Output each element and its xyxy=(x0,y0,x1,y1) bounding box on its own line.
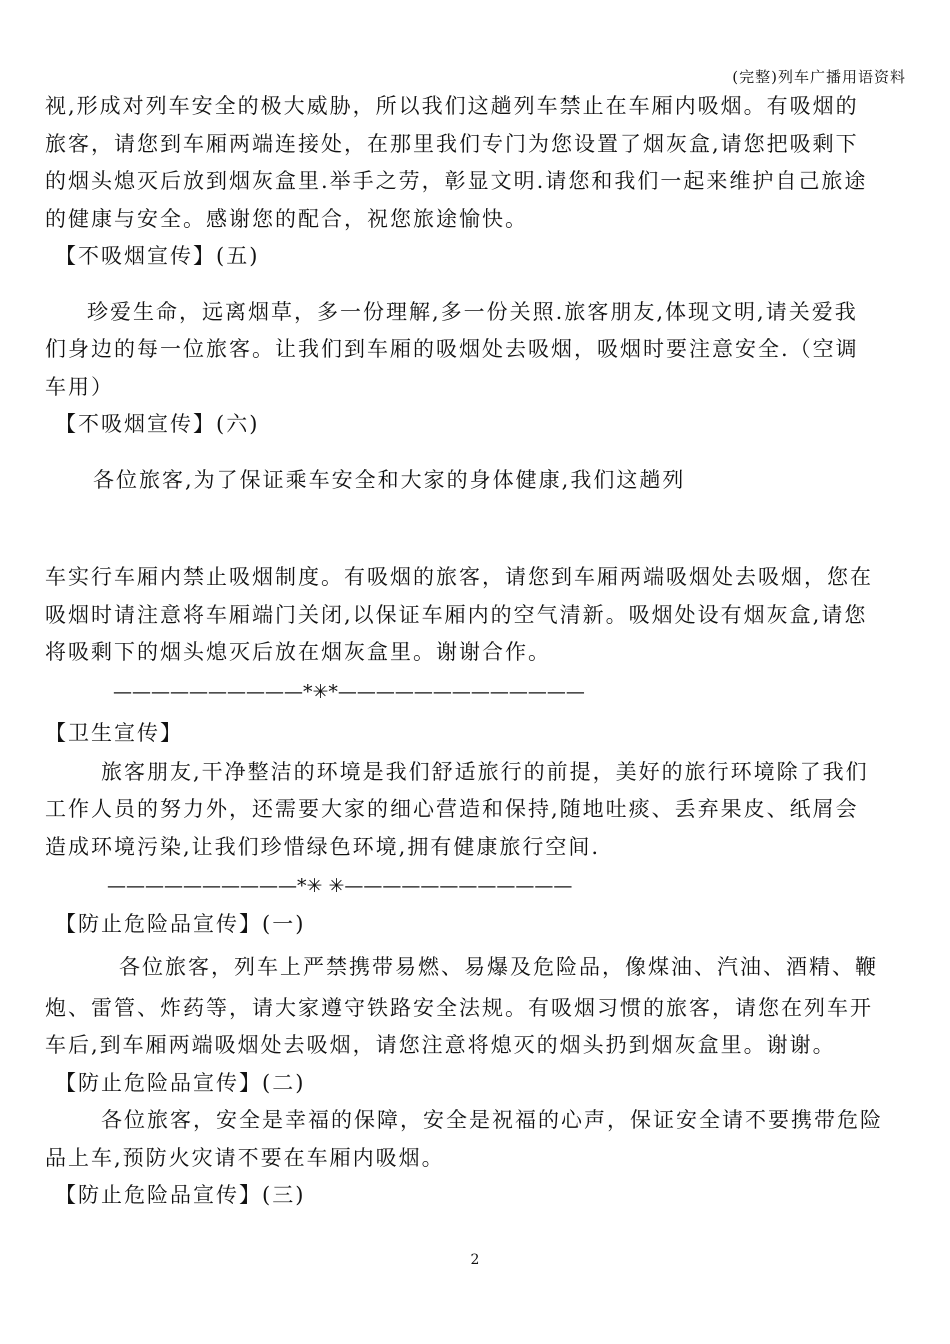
paragraph-line: 的烟头熄灭后放到烟灰盒里.举手之劳，彰显文明.请您和我们一起来维护自己旅途 xyxy=(45,169,868,193)
section-heading: 【不吸烟宣传】(五) xyxy=(55,244,260,268)
separator-line: ——————————*✳*————————————— xyxy=(113,680,585,703)
paragraph-line: 将吸剩下的烟头熄灭后放在烟灰盒里。谢谢合作。 xyxy=(45,640,551,664)
section-heading: 【卫生宣传】 xyxy=(45,720,183,745)
paragraph-line: 工作人员的努力外，还需要大家的细心营造和保持,随地吐痰、丢弃果皮、纸屑会 xyxy=(45,797,859,821)
section-heading: 【防止危险品宣传】(一) xyxy=(55,912,306,936)
paragraph-line: 品上车,预防火灾请不要在车厢内吸烟。 xyxy=(45,1145,445,1170)
paragraph-line: 们身边的每一位旅客。让我们到车厢的吸烟处去吸烟，吸烟时要注意安全.（空调 xyxy=(45,337,859,361)
paragraph-line: 车实行车厢内禁止吸烟制度。有吸烟的旅客，请您到车厢两端吸烟处去吸烟，您在 xyxy=(45,565,873,589)
paragraph-line: 珍爱生命，远离烟草，多一份理解,多一份关照.旅客朋友,体现文明,请关爱我 xyxy=(87,299,858,324)
paragraph-line: 车后,到车厢两端吸烟处去吸烟，请您注意将熄灭的烟头扔到烟灰盒里。谢谢。 xyxy=(45,1033,836,1057)
document-body xyxy=(45,88,907,1215)
separator-line: ——————————*✳ ✳———————————— xyxy=(107,875,573,897)
section-heading: 【防止危险品宣传】(二) xyxy=(55,1070,306,1095)
paragraph-line: 炮、雷管、炸药等，请大家遵守铁路安全法规。有吸烟习惯的旅客，请您在列车开 xyxy=(45,995,873,1020)
paragraph-line: 各位旅客,为了保证乘车安全和大家的身体健康,我们这趟列 xyxy=(93,467,686,492)
paragraph-line: 车用） xyxy=(45,374,114,399)
running-header: (完整)列车广播用语资料 xyxy=(732,68,906,86)
page-number: 2 xyxy=(470,1252,480,1268)
paragraph-line: 旅客，请您到车厢两端连接处，在那里我们专门为您设置了烟灰盒,请您把吸剩下 xyxy=(45,131,859,156)
paragraph-line: 的健康与安全。感谢您的配合，祝您旅途愉快。 xyxy=(45,206,528,231)
paragraph-line: 吸烟时请注意将车厢端门关闭,以保证车厢内的空气清新。吸烟处设有烟灰盒,请您 xyxy=(45,602,868,627)
section-heading: 【不吸烟宣传】(六) xyxy=(55,412,260,436)
section-heading: 【防止危险品宣传】(三) xyxy=(55,1183,306,1207)
paragraph-line: 视,形成对列车安全的极大威胁，所以我们这趟列车禁止在车厢内吸烟。有吸烟的 xyxy=(45,94,859,118)
paragraph-line: 各位旅客，列车上严禁携带易燃、易爆及危险品，像煤油、汽油、酒精、鞭 xyxy=(119,954,878,979)
paragraph-line: 各位旅客，安全是幸福的保障，安全是祝福的心声，保证安全请不要携带危险 xyxy=(101,1108,883,1132)
paragraph-line: 造成环境污染,让我们珍惜绿色环境,拥有健康旅行空间. xyxy=(45,834,601,859)
paragraph-line: 旅客朋友,干净整洁的环境是我们舒适旅行的前提，美好的旅行环境除了我们 xyxy=(101,759,869,784)
